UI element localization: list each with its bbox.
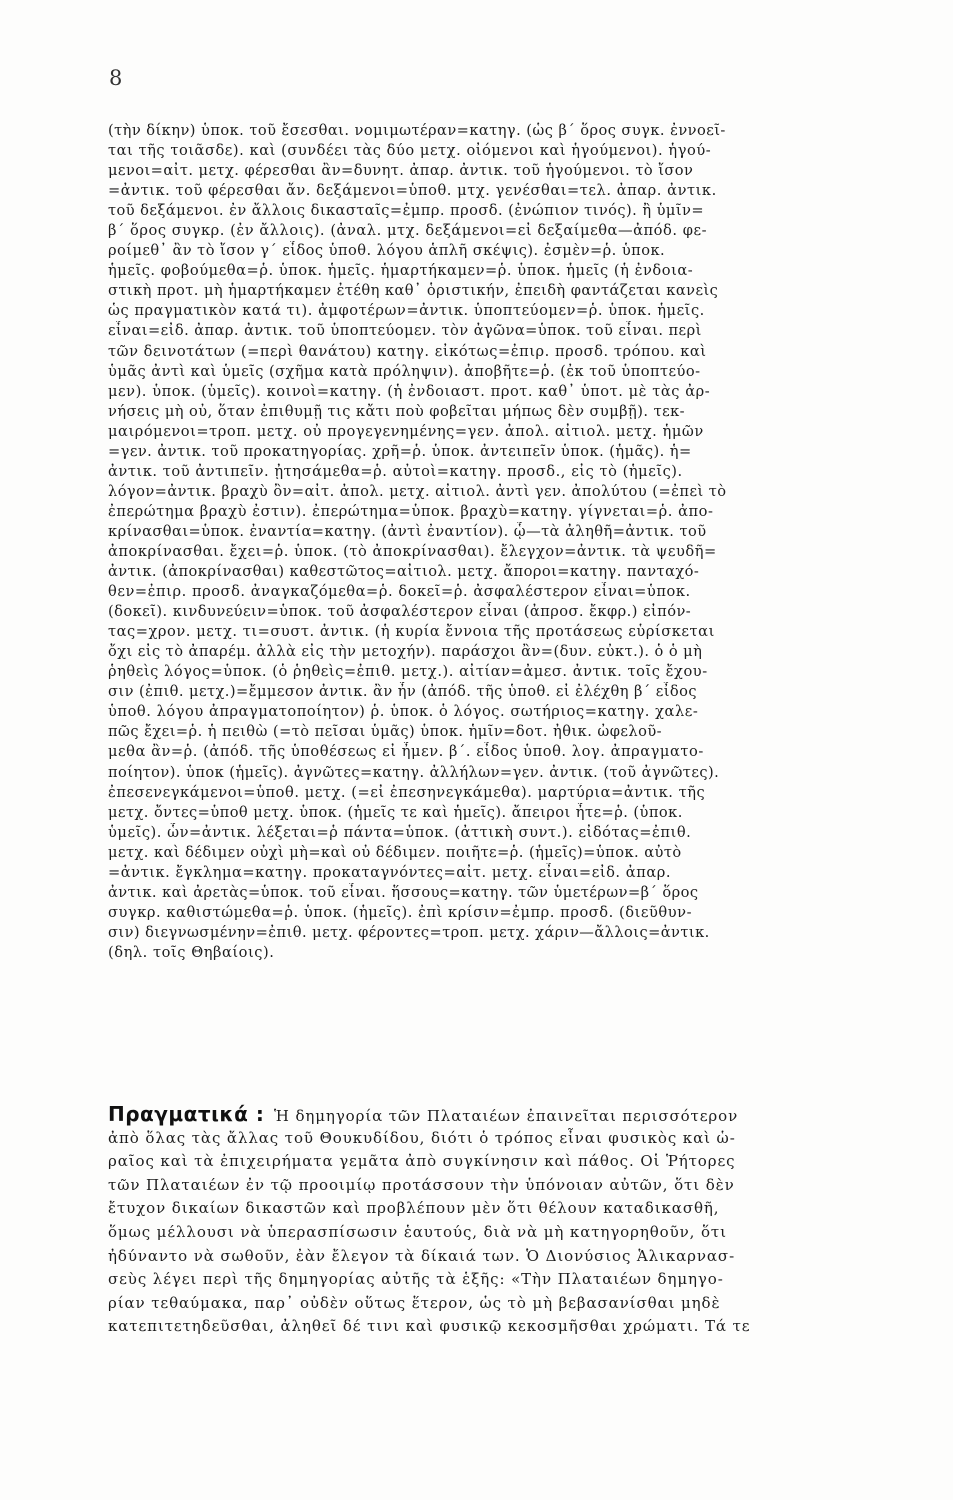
commentary-line: =γεν. ἀντικ. τοῦ προκατηγορίας. χρῆ=ῥ. ὑποκ. ἀντειπεῖν ὑποκ. (ἡμᾶς). ἡ= <box>108 442 692 460</box>
commentary-line: ἀντικ. καὶ ἀρετὰς=ὑποκ. τοῦ εἶναι. ἥσσους=κατηγ. τῶν ὑμετέρων=β΄ ὅρος <box>108 883 699 901</box>
commentary-line: =ἀντικ. τοῦ φέρεσθαι ἄν. δεξάμενοι=ὑποθ. μτχ. γενέσθαι=τελ. ἀπαρ. ἀντικ. <box>108 182 717 200</box>
commentary-line: β΄ ὅρος συγκρ. (ἐν ἄλλοις). (ἀναλ. μτχ. δεξάμενοι=εἰ δεξαίμεθα—ἀπόδ. φε- <box>108 222 708 240</box>
practical-line: τῶν Πλαταιέων ἐν τῷ προοιμίῳ προτάσσουν τὴν ὑπόνοιαν αὐτῶν, ὅτι δὲν <box>108 1175 735 1194</box>
practical-line: ραῖος καὶ τὰ ἐπιχειρήματα γεμᾶτα ἀπὸ συγκίνησιν καὶ πάθος. Οἱ Ῥήτορες <box>108 1152 736 1171</box>
practical-line: ρίαν τεθαύμακα, παρ᾽ οὐδὲν οὕτως ἕτερον, ὡς τὸ μὴ βεβασανίσθαι μηδὲ <box>108 1293 721 1312</box>
practical-line: ἔτυχον δικαίων δικαστῶν καὶ προβλέπουν μὲν ὅτι θέλουν καταδικασθῆ, <box>108 1199 720 1218</box>
commentary-line: ὑμεῖς). ὧν=ἀντικ. λέξεται=ῥ πάντα=ὑποκ. (ἀττικὴ συντ.). εἰδότας=ἐπιθ. <box>108 823 692 841</box>
commentary-line: ἐπεσενεγκάμενοι=ὑποθ. μετχ. (=εἰ ἐπεσηνεγκάμεθα). μαρτύρια=ἀντικ. τῆς <box>108 783 706 801</box>
commentary-line: μενοι=αἰτ. μετχ. φέρεσθαι ἂν=δυνητ. ἀπαρ. ἀντικ. τοῦ ἡγούμενοι. τὸ ἴσον <box>108 162 694 180</box>
commentary-line: σιν) διεγνωσμένην=ἐπιθ. μετχ. φέροντες=τροπ. μετχ. χάριν—ἄλλοις=ἀντικ. <box>108 923 710 941</box>
commentary-line: ὡς πραγματικὸν κατά τι). ἀμφοτέρων=ἀντικ. ὑποπτεύομεν=ῥ. ὑποκ. ἡμεῖς. <box>108 302 705 320</box>
commentary-line: ποίητον). ὑποκ (ἡμεῖς). ἀγνῶτες=κατηγ. ἀλλήλων=γεν. ἀντικ. (τοῦ ἀγνῶτες). <box>108 763 720 781</box>
commentary-line: ἀντικ. (ἀποκρίνασθαι) καθεστῶτος=αἰτιολ. μετχ. ἄποροι=κατηγ. πανταχό- <box>108 563 700 581</box>
commentary-line: θεν=ἐπιρ. προσδ. ἀναγκαζόμεθα=ῥ. δοκεῖ=ῥ. ἀσφαλέστερον εἶναι=ὑποκ. <box>108 583 691 601</box>
commentary-line: πῶς ἔχει=ῥ. ἡ πειθὼ (=τὸ πεῖσαι ὑμᾶς) ὑποκ. ἡμῖν=δοτ. ἠθικ. ὠφελοῦ- <box>108 723 663 741</box>
practical-section <box>108 1103 908 1339</box>
commentary-line: ὄχι εἰς τὸ ἀπαρέμ. ἀλλὰ εἰς τὴν μετοχήν). παράσχοι ἂν=(δυν. εὐκτ.). ὁ ὁ μὴ <box>108 643 703 661</box>
commentary-line: μαιρόμενοι=τροπ. μετχ. οὐ προγεγενημένης=γεν. ἀπολ. αἰτιολ. μετχ. ἡμῶν <box>108 422 704 440</box>
commentary-line: μετχ. καὶ δέδιμεν οὐχὶ μὴ=καὶ οὐ δέδιμεν. ποιῆτε=ῥ. (ἡμεῖς)=ὑποκ. αὐτὸ <box>108 843 682 861</box>
commentary-line: ἀποκρίνασθαι. ἔχει=ῥ. ὑποκ. (τὸ ἀποκρίνασθαι). ἔλεγχον=ἀντικ. τὰ ψευδῆ= <box>108 542 717 560</box>
grammatical-commentary <box>108 121 908 963</box>
practical-line: ὅμως μέλλουσι νὰ ὑπερασπίσωσιν ἑαυτούς, διὰ νὰ μὴ κατηγορηθοῦν, ὅτι <box>108 1222 727 1241</box>
practical-line: σεὺς λέγει περὶ τῆς δημηγορίας αὐτῆς τὰ ἑξῆς: «Τὴν Πλαταιέων δημηγο- <box>108 1270 724 1289</box>
commentary-line: στικὴ προτ. μὴ ἡμαρτήκαμεν ἐτέθη καθ᾽ ὁριστικήν, ἐπειδὴ φαντάζεται κανεὶς <box>108 282 719 300</box>
practical-first-line <box>108 1103 908 1127</box>
commentary-line: ῥηθεὶς λόγος=ὑποκ. (ὁ ῥηθεὶς=ἐπιθ. μετχ.). αἰτίαν=ἀμεσ. ἀντικ. τοῖς ἔχου- <box>108 663 708 681</box>
commentary-line: ἐπερώτημα βραχὺ ἐστιν). ἐπερώτημα=ὑποκ. βραχὺ=κατηγ. γίγνεται=ῥ. ἀπο- <box>108 502 714 520</box>
commentary-line: =ἀντικ. ἔγκλημα=κατηγ. προκαταγνόντες=αἰτ. μετχ. εἶναι=εἰδ. ἀπαρ. <box>108 863 672 881</box>
commentary-line: ται τῆς τοιᾶσδε). καὶ (συνδέει τὰς δύο μετχ. οἰόμενοι καὶ ἡγούμενοι). ἡγού- <box>108 142 712 160</box>
practical-line: ἠδύναντο νὰ σωθοῦν, ἐὰν ἔλεγον τὰ δίκαιά των. Ὁ Διονύσιος Ἁλικαρνασ- <box>108 1246 736 1265</box>
commentary-line: τας=χρον. μετχ. τι=συστ. ἀντικ. (ἡ κυρία ἔννοια τῆς προτάσεως εὑρίσκεται <box>108 623 715 641</box>
commentary-line: σιν (ἐπιθ. μετχ.)=ἔμμεσον ἀντικ. ἂν ἦν (ἀπόδ. τῆς ὑποθ. εἰ ἐλέχθη β΄ εἶδος <box>108 683 697 701</box>
commentary-line: νήσεις μὴ οὐ, ὅταν ἐπιθυμῇ τις κἄτι ποὺ φοβεῖται μήπως δὲν συμβῇ). τεκ- <box>108 402 686 420</box>
commentary-line: κρίνασθαι=ὑποκ. ἐναντία=κατηγ. (ἀντὶ ἐναντίον). ᾧ—τὰ ἀληθῆ=ἀντικ. τοῦ <box>108 522 707 540</box>
commentary-line: λόγον=ἀντικ. βραχὺ ὂν=αἰτ. ἀπολ. μετχ. αἰτιολ. ἀντὶ γεν. ἀπολύτου (=ἐπεὶ τὸ <box>108 482 727 500</box>
commentary-line: (τὴν δίκην) ὑποκ. τοῦ ἔσεσθαι. νομιμωτέραν=κατηγ. (ὡς β΄ ὅρος συγκ. ἐννοεῖ- <box>108 122 726 139</box>
practical-line: Ἡ δημηγορία τῶν Πλαταιέων ἐπαινεῖται περισσότερον <box>274 1107 739 1125</box>
commentary-line: μεθα ἂν=ῥ. (ἀπόδ. τῆς ὑποθέσεως εἰ ἦμεν. β΄. εἶδος ὑποθ. λογ. ἀπραγματο- <box>108 743 704 761</box>
page-number: 8 <box>109 66 123 90</box>
commentary-line: ἀντικ. τοῦ ἀντιπεῖν. ᾐτησάμεθα=ῥ. αὐτοὶ=κατηγ. προσδ., εἰς τὸ (ἡμεῖς). <box>108 462 683 480</box>
commentary-line: εἶναι=εἰδ. ἀπαρ. ἀντικ. τοῦ ὑποπτεύομεν. τὸν ἀγῶνα=ὑποκ. τοῦ εἶναι. περὶ <box>108 322 702 340</box>
commentary-line: ἡμεῖς. φοβούμεθα=ῥ. ὑποκ. ἡμεῖς. ἡμαρτήκαμεν=ῥ. ὑποκ. ἡμεῖς (ἡ ἐνδοια- <box>108 262 694 280</box>
commentary-line: ροίμεθ᾽ ἂν τὸ ἴσον γ΄ εἶδος ὑποθ. λόγου ἁπλῆ σκέψις). ἐσμὲν=ῥ. ὑποκ. <box>108 242 666 260</box>
practical-line: ἀπὸ ὅλας τὰς ἄλλας τοῦ Θουκυδίδου, διότι ὁ τρόπος εἶναι φυσικὸς καὶ ὡ- <box>108 1128 736 1147</box>
practical-line: κατεπιτετηδεῦσθαι, ἀληθεῖ δέ τινι καὶ φυσικῷ κεκοσμῆσθαι χρώματι. Τά τε <box>108 1317 751 1336</box>
practical-heading: Πραγματικά : <box>108 1103 265 1126</box>
commentary-line: ὑποθ. λόγου ἀπραγματοποίητον) ῥ. ὑποκ. ὁ λόγος. σωτήριος=κατηγ. χαλε- <box>108 703 699 721</box>
commentary-line: (δηλ. τοῖς Θηβαίοις). <box>108 943 275 961</box>
commentary-line: ὑμᾶς ἀντὶ καὶ ὑμεῖς (σχῆμα κατὰ πρόληψιν). ἀποβῆτε=ῥ. (ἐκ τοῦ ὑποπτεύο- <box>108 362 701 380</box>
commentary-line: μετχ. ὄντες=ὑποθ μετχ. ὑποκ. (ἡμεῖς τε καὶ ἡμεῖς). ἄπειροι ἦτε=ῥ. (ὑποκ. <box>108 803 683 821</box>
commentary-line: (δοκεῖ). κινδυνεύειν=ὑποκ. τοῦ ἀσφαλέστερον εἶναι (ἀπροσ. ἔκφρ.) εἰπόν- <box>108 603 692 621</box>
commentary-line: μεν). ὑποκ. (ὑμεῖς). κοινοὶ=κατηγ. (ἡ ἐνδοιαστ. προτ. καθ᾽ ὑποτ. μὲ τὰς ἀρ- <box>108 382 711 400</box>
commentary-line: τῶν δεινοτάτων (=περὶ θανάτου) κατηγ. εἰκότως=ἐπιρ. προσδ. τρόπου. καὶ <box>108 342 707 360</box>
commentary-line: συγκρ. καθιστώμεθα=ῥ. ὑποκ. (ἡμεῖς). ἐπὶ κρίσιν=ἐμπρ. προσδ. (διεῦθυν- <box>108 903 693 921</box>
commentary-line: τοῦ δεξάμενοι. ἐν ἄλλοις δικασταῖς=ἐμπρ. προσδ. (ἐνώπιον τινός). ἢ ὑμῖν= <box>108 202 705 220</box>
